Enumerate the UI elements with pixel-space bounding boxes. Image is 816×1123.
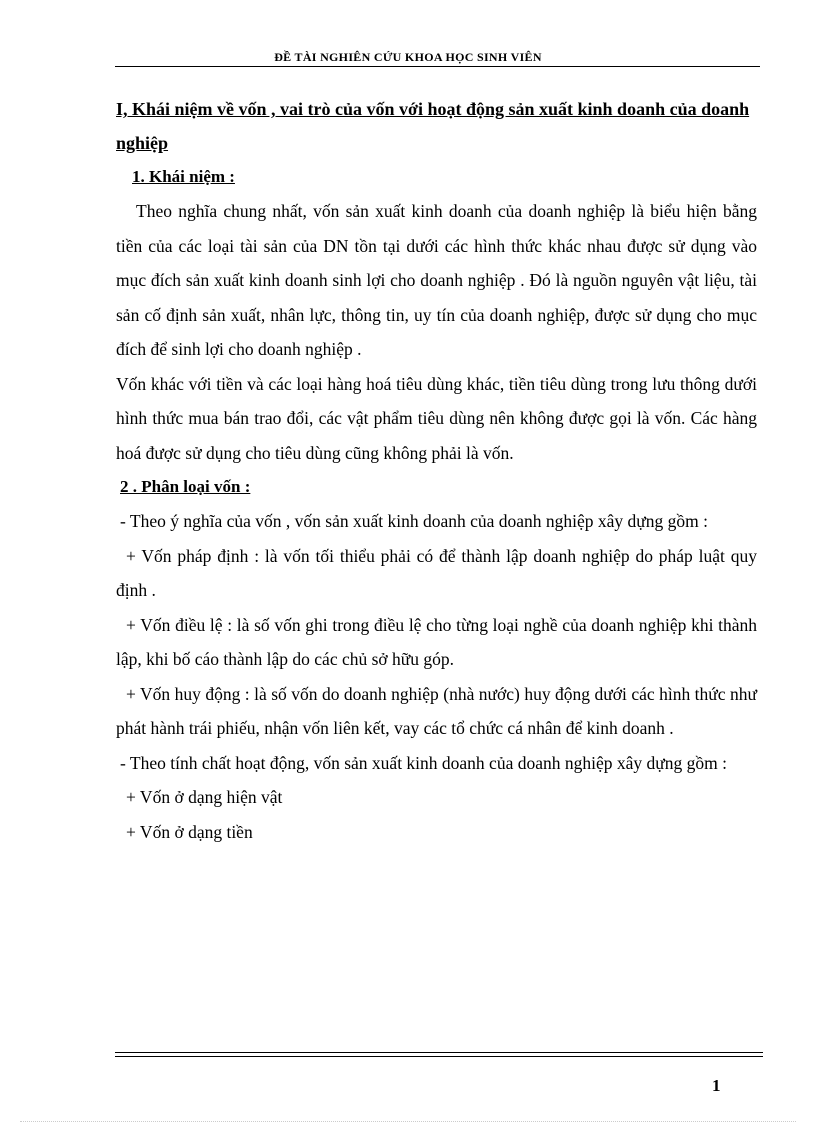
paragraph-concept-2: Vốn khác với tiền và các loại hàng hoá tiêu dùng khác, tiền tiêu dùng trong lưu thông dưới hình thức mua bán trao đổi, các vật phẩm tiêu dùng nên không được gọi là vốn. Các hàng hoá được sử dụng cho tiêu dùng cũng không phải là vốn. bbox=[116, 373, 757, 463]
footer-rule-top bbox=[115, 1052, 763, 1053]
page-bottom-divider bbox=[20, 1121, 796, 1122]
document-body bbox=[116, 92, 757, 849]
subsection-title-concept: 1. Khái niệm : bbox=[132, 167, 235, 186]
list-item: + Vốn ở dạng hiện vật bbox=[126, 787, 283, 807]
page-number: 1 bbox=[712, 1076, 721, 1095]
section-title: I, Khái niệm về vốn , vai trò của vốn với hoạt động sản xuất kinh doanh của doanh nghiệp bbox=[116, 99, 750, 153]
list-item: + Vốn ở dạng tiền bbox=[126, 821, 253, 842]
list-item: - Theo ý nghĩa của vốn , vốn sản xuất kinh doanh của doanh nghiệp xây dựng gồm : bbox=[120, 511, 709, 531]
list-item: + Vốn pháp định : là vốn tối thiểu phải có để thành lập doanh nghiệp do pháp luật quy định . bbox=[116, 545, 757, 600]
footer-rule-bottom bbox=[115, 1056, 763, 1057]
list-item: + Vốn điều lệ : là số vốn ghi trong điều lệ cho từng loại nghề của doanh nghiệp khi thành lập, khi bố cáo thành lập do các chủ sở hữu góp. bbox=[116, 614, 757, 669]
list-item: - Theo tính chất hoạt động, vốn sản xuất kinh doanh của doanh nghiệp xây dựng gồm : bbox=[120, 752, 727, 773]
list-item: + Vốn huy động : là số vốn do doanh nghiệp (nhà nước) huy động dưới các hình thức như phát hành trái phiếu, nhận vốn liên kết, vay các tổ chức cá nhân để kinh doanh . bbox=[116, 683, 757, 738]
subsection-title-classification: 2 . Phân loại vốn : bbox=[120, 477, 251, 496]
page-header-title: ĐỀ TÀI NGHIÊN CỨU KHOA HỌC SINH VIÊN bbox=[274, 50, 542, 64]
paragraph-concept-1: Theo nghĩa chung nhất, vốn sản xuất kinh doanh của doanh nghiệp là biểu hiện bằng tiền của các loại tài sản của DN tồn tại dưới các hình thức khác nhau được sử dụng vào mục đích sản xuất kinh doanh sinh lợi cho doanh nghiệp . Đó là nguồn nguyên vật liệu, tài sản cố định sản xuất, nhân lực, thông tin, uy tín của doanh nghiệp, được sử dụng cho mục đích để sinh lợi cho doanh nghiệp . bbox=[116, 201, 757, 359]
header-rule bbox=[115, 66, 760, 67]
